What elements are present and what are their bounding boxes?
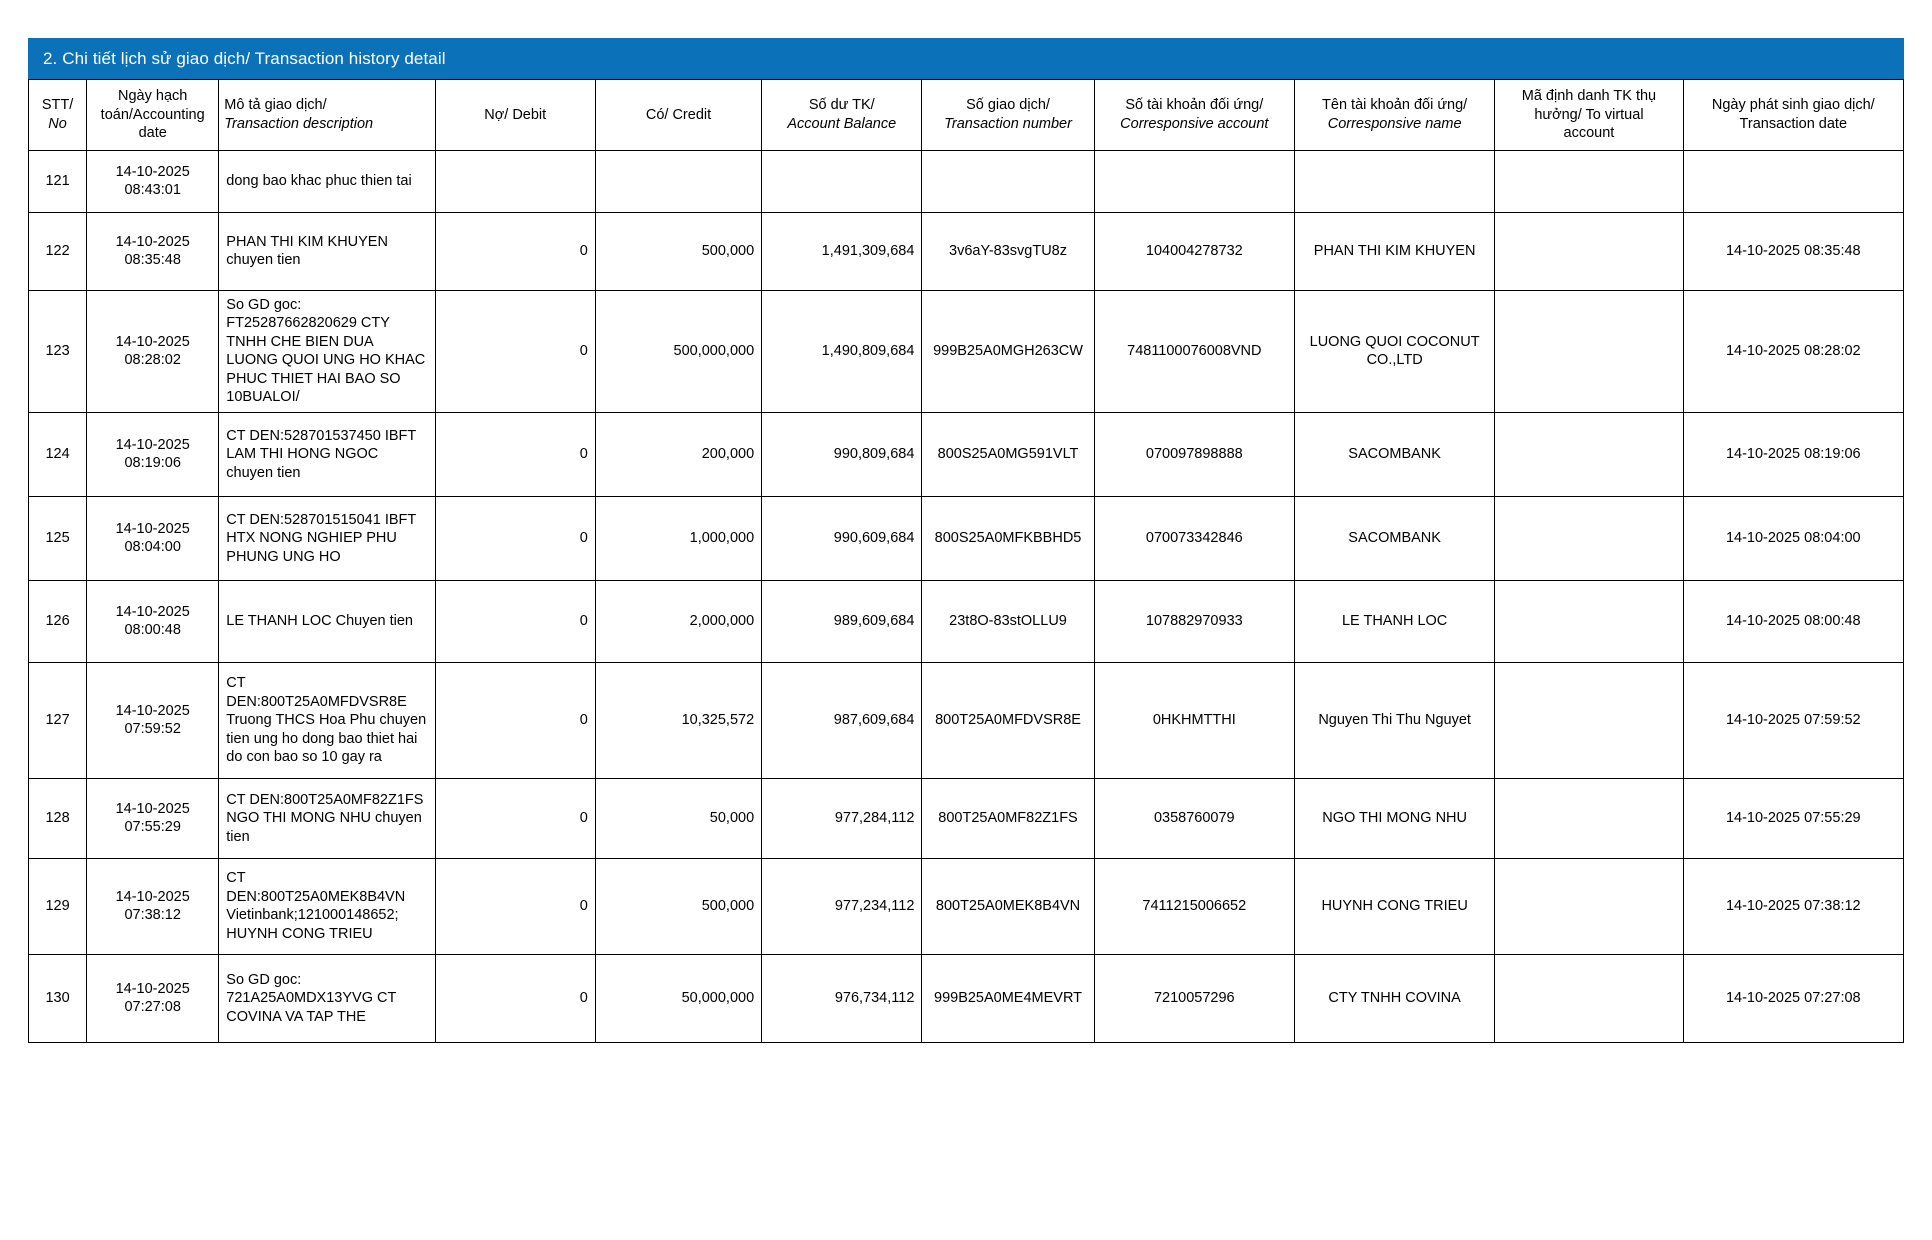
cell-description: PHAN THI KIM KHUYEN chuyen tien [219,212,435,290]
cell-no: 121 [29,150,87,212]
cell-transaction-number [922,150,1094,212]
cell-balance: 987,609,684 [762,662,922,778]
cell-accounting-date: 14-10-2025 07:55:29 [87,778,219,858]
cell-virtual-account [1495,954,1683,1042]
cell-debit: 0 [435,858,595,954]
cell-transaction-date: 14-10-2025 08:04:00 [1683,496,1903,580]
col-header-transaction-number [922,80,1094,151]
table-row [29,150,1904,212]
cell-transaction-number: 800T25A0MEK8B4VN [922,858,1094,954]
col-header-corresponsive-name [1294,80,1494,151]
cell-balance: 1,491,309,684 [762,212,922,290]
col-header-virtual-account-vi: Mã định danh TK thụ hưởng/ To virtual [1521,88,1657,123]
cell-virtual-account [1495,580,1683,662]
cell-corresponsive-name: PHAN THI KIM KHUYEN [1294,212,1494,290]
cell-description: CT DEN:800T25A0MFDVSR8E Truong THCS Hoa Phu chuyen tien ung ho dong bao thiet hai do con bao so 10 gay ra [219,662,435,778]
col-header-corresponsive-account-vi: Số tài khoản đối ứng/ [1125,97,1264,114]
cell-transaction-number: 800T25A0MF82Z1FS [922,778,1094,858]
cell-virtual-account [1495,412,1683,496]
cell-corresponsive-name: CTY TNHH COVINA [1294,954,1494,1042]
cell-transaction-date [1683,150,1903,212]
section-title-banner: 2. Chi tiết lịch sử giao dịch/ Transaction history detail [28,38,1904,79]
cell-balance: 1,490,809,684 [762,290,922,412]
cell-virtual-account [1495,662,1683,778]
col-header-corresponsive-account [1094,80,1294,151]
col-header-credit-vi: Có/ Credit [645,106,712,123]
cell-corresponsive-account: 104004278732 [1094,212,1294,290]
cell-transaction-number: 800T25A0MFDVSR8E [922,662,1094,778]
cell-accounting-date: 14-10-2025 07:38:12 [87,858,219,954]
cell-transaction-number: 999B25A0MGH263CW [922,290,1094,412]
cell-virtual-account [1495,496,1683,580]
cell-credit: 50,000,000 [595,954,761,1042]
col-header-no-vi: STT/ [41,97,74,114]
cell-corresponsive-account: 7481100076008VND [1094,290,1294,412]
col-header-description [219,80,435,151]
cell-corresponsive-name: SACOMBANK [1294,412,1494,496]
cell-corresponsive-account: 0358760079 [1094,778,1294,858]
cell-no: 122 [29,212,87,290]
cell-description: CT DEN:528701515041 IBFT HTX NONG NGHIEP PHU PHUNG UNG HO [219,496,435,580]
table-row [29,290,1904,412]
cell-balance: 977,284,112 [762,778,922,858]
cell-description: dong bao khac phuc thien tai [219,150,435,212]
cell-description: So GD goc: 721A25A0MDX13YVG CT COVINA VA TAP THE [219,954,435,1042]
table-row [29,778,1904,858]
cell-corresponsive-name: Nguyen Thi Thu Nguyet [1294,662,1494,778]
cell-credit: 500,000 [595,212,761,290]
cell-corresponsive-name: LUONG QUOI COCONUT CO.,LTD [1294,290,1494,412]
col-header-corresponsive-name-en: Corresponsive name [1327,115,1462,132]
cell-no: 123 [29,290,87,412]
cell-transaction-number: 800S25A0MFKBBHD5 [922,496,1094,580]
table-row [29,580,1904,662]
cell-description: So GD goc: FT25287662820629 CTY TNHH CHE BIEN DUA LUONG QUOI UNG HO KHAC PHUC THIET HAI BAO SO 10BUALOI/ [219,290,435,412]
cell-debit [435,150,595,212]
cell-debit: 0 [435,580,595,662]
cell-description: CT DEN:528701537450 IBFT LAM THI HONG NGOC chuyen tien [219,412,435,496]
col-header-virtual-account-en: account [1563,125,1615,142]
cell-no: 129 [29,858,87,954]
col-header-debit [435,80,595,151]
cell-transaction-date: 14-10-2025 07:38:12 [1683,858,1903,954]
col-header-description-en: Transaction description [224,115,374,132]
cell-transaction-number: 999B25A0ME4MEVRT [922,954,1094,1042]
table-row [29,496,1904,580]
cell-accounting-date: 14-10-2025 08:19:06 [87,412,219,496]
cell-corresponsive-account: 7411215006652 [1094,858,1294,954]
cell-corresponsive-account: 7210057296 [1094,954,1294,1042]
table-row [29,412,1904,496]
cell-accounting-date: 14-10-2025 08:28:02 [87,290,219,412]
col-header-corresponsive-account-en: Corresponsive account [1120,115,1269,132]
cell-corresponsive-account [1094,150,1294,212]
cell-credit: 2,000,000 [595,580,761,662]
cell-no: 130 [29,954,87,1042]
cell-balance: 977,234,112 [762,858,922,954]
col-header-balance-en: Account Balance [787,115,897,132]
col-header-accounting-date-en: date [138,125,167,142]
col-header-no-en: No [48,115,67,132]
col-header-debit-vi: Nợ/ Debit [484,106,547,123]
cell-debit: 0 [435,290,595,412]
cell-balance [762,150,922,212]
col-header-transaction-number-en: Transaction number [944,115,1072,132]
cell-corresponsive-account: 070073342846 [1094,496,1294,580]
col-header-balance-vi: Số dư TK/ [808,97,875,114]
cell-credit [595,150,761,212]
col-header-corresponsive-name-vi: Tên tài khoản đối ứng/ [1322,97,1468,114]
col-header-no [29,80,87,151]
cell-credit: 500,000 [595,858,761,954]
cell-corresponsive-name: NGO THI MONG NHU [1294,778,1494,858]
cell-no: 127 [29,662,87,778]
cell-corresponsive-name [1294,150,1494,212]
table-row [29,662,1904,778]
cell-no: 124 [29,412,87,496]
cell-accounting-date: 14-10-2025 08:04:00 [87,496,219,580]
cell-transaction-date: 14-10-2025 08:28:02 [1683,290,1903,412]
col-header-credit [595,80,761,151]
cell-no: 128 [29,778,87,858]
col-header-transaction-number-vi: Số giao dịch/ [966,97,1050,114]
cell-no: 125 [29,496,87,580]
cell-debit: 0 [435,496,595,580]
cell-debit: 0 [435,662,595,778]
col-header-transaction-date [1683,80,1903,151]
col-header-accounting-date-vi: Ngày hạch toán/Accounting [100,88,205,123]
cell-credit: 200,000 [595,412,761,496]
cell-virtual-account [1495,212,1683,290]
col-header-description-vi: Mô tả giao dịch/ [224,97,327,114]
cell-transaction-date: 14-10-2025 08:00:48 [1683,580,1903,662]
cell-transaction-date: 14-10-2025 07:55:29 [1683,778,1903,858]
table-row [29,858,1904,954]
cell-credit: 1,000,000 [595,496,761,580]
col-header-virtual-account [1495,80,1683,151]
cell-accounting-date: 14-10-2025 08:00:48 [87,580,219,662]
cell-virtual-account [1495,150,1683,212]
table-body [29,150,1904,1042]
cell-debit: 0 [435,778,595,858]
cell-accounting-date: 14-10-2025 07:59:52 [87,662,219,778]
col-header-accounting-date [87,80,219,151]
cell-transaction-number: 800S25A0MG591VLT [922,412,1094,496]
cell-corresponsive-account: 107882970933 [1094,580,1294,662]
cell-no: 126 [29,580,87,662]
cell-accounting-date: 14-10-2025 07:27:08 [87,954,219,1042]
cell-virtual-account [1495,858,1683,954]
cell-balance: 989,609,684 [762,580,922,662]
transaction-history-table [28,79,1904,1043]
cell-debit: 0 [435,412,595,496]
cell-corresponsive-account: 070097898888 [1094,412,1294,496]
cell-balance: 976,734,112 [762,954,922,1042]
table-row [29,212,1904,290]
col-header-transaction-date-vi: Ngày phát sinh giao dịch/ Transaction date [1711,97,1875,132]
cell-credit: 10,325,572 [595,662,761,778]
cell-debit: 0 [435,954,595,1042]
cell-accounting-date: 14-10-2025 08:35:48 [87,212,219,290]
cell-corresponsive-name: HUYNH CONG TRIEU [1294,858,1494,954]
cell-credit: 50,000 [595,778,761,858]
cell-description: CT DEN:800T25A0MF82Z1FS NGO THI MONG NHU chuyen tien [219,778,435,858]
cell-credit: 500,000,000 [595,290,761,412]
cell-transaction-date: 14-10-2025 07:59:52 [1683,662,1903,778]
cell-debit: 0 [435,212,595,290]
cell-transaction-date: 14-10-2025 08:35:48 [1683,212,1903,290]
cell-virtual-account [1495,290,1683,412]
cell-balance: 990,609,684 [762,496,922,580]
cell-virtual-account [1495,778,1683,858]
cell-corresponsive-account: 0HKHMTTHI [1094,662,1294,778]
cell-transaction-date: 14-10-2025 08:19:06 [1683,412,1903,496]
cell-transaction-number: 23t8O-83stOLLU9 [922,580,1094,662]
col-header-balance [762,80,922,151]
table-header-row [29,80,1904,151]
cell-corresponsive-name: SACOMBANK [1294,496,1494,580]
cell-balance: 990,809,684 [762,412,922,496]
cell-transaction-date: 14-10-2025 07:27:08 [1683,954,1903,1042]
table-row [29,954,1904,1042]
cell-description: CT DEN:800T25A0MEK8B4VN Vietinbank;121000148652; HUYNH CONG TRIEU [219,858,435,954]
cell-description: LE THANH LOC Chuyen tien [219,580,435,662]
cell-corresponsive-name: LE THANH LOC [1294,580,1494,662]
cell-transaction-number: 3v6aY-83svgTU8z [922,212,1094,290]
cell-accounting-date: 14-10-2025 08:43:01 [87,150,219,212]
